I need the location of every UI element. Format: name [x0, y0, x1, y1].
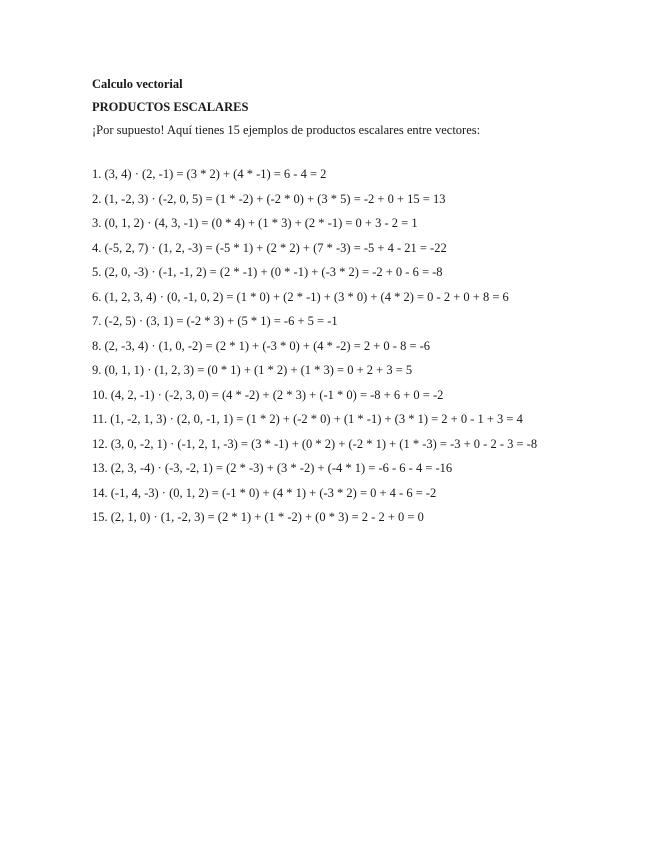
examples-list — [92, 166, 632, 525]
list-item: 6. (1, 2, 3, 4) · (0, -1, 0, 2) = (1 * 0) + (2 * -1) + (3 * 0) + (4 * 2) = 0 - 2 + 0 + 8 = 6 — [92, 289, 509, 304]
intro-paragraph: ¡Por supuesto! Aquí tienes 15 ejemplos de productos escalares entre vectores: — [92, 123, 481, 137]
list-item: 5. (2, 0, -3) · (-1, -1, 2) = (2 * -1) + (0 * -1) + (-3 * 2) = -2 + 0 - 6 = -8 — [92, 265, 443, 279]
list-item: 4. (-5, 2, 7) · (1, 2, -3) = (-5 * 1) + (2 * 2) + (7 * -3) = -5 + 4 - 21 = -22 — [92, 240, 447, 255]
list-item: 7. (-2, 5) · (3, 1) = (-2 * 3) + (5 * 1) = -6 + 5 = -1 — [92, 314, 338, 328]
section-heading: PRODUCTOS ESCALARES — [92, 100, 249, 114]
list-item: 3. (0, 1, 2) · (4, 3, -1) = (0 * 4) + (1 * 3) + (2 * -1) = 0 + 3 - 2 = 1 — [92, 216, 418, 230]
list-item: 11. (1, -2, 1, 3) · (2, 0, -1, 1) = (1 * 2) + (-2 * 0) + (1 * -1) + (3 * 1) = 2 + 0 - 1 + 3 = 4 — [92, 412, 523, 426]
list-item: 8. (2, -3, 4) · (1, 0, -2) = (2 * 1) + (-3 * 0) + (4 * -2) = 2 + 0 - 8 = -6 — [92, 338, 431, 353]
list-item: 9. (0, 1, 1) · (1, 2, 3) = (0 * 1) + (1 * 2) + (1 * 3) = 0 + 2 + 3 = 5 — [92, 363, 413, 377]
list-item: 12. (3, 0, -2, 1) · (-1, 2, 1, -3) = (3 * -1) + (0 * 2) + (-2 * 1) + (1 * -3) = -3 + 0 - 2 - 3 = -8 — [92, 436, 538, 451]
list-item: 14. (-1, 4, -3) · (0, 1, 2) = (-1 * 0) + (4 * 1) + (-3 * 2) = 0 + 4 - 6 = -2 — [92, 485, 437, 500]
list-item: 2. (1, -2, 3) · (-2, 0, 5) = (1 * -2) + (-2 * 0) + (3 * 5) = -2 + 0 + 15 = 13 — [92, 191, 446, 206]
list-item: 15. (2, 1, 0) · (1, -2, 3) = (2 * 1) + (1 * -2) + (0 * 3) = 2 - 2 + 0 = 0 — [92, 510, 424, 524]
list-item: 10. (4, 2, -1) · (-2, 3, 0) = (4 * -2) + (2 * 3) + (-1 * 0) = -8 + 6 + 0 = -2 — [92, 387, 444, 402]
list-item: 1. (3, 4) · (2, -1) = (3 * 2) + (4 * -1) = 6 - 4 = 2 — [92, 167, 327, 181]
document-page — [92, 76, 632, 534]
list-item: 13. (2, 3, -4) · (-3, -2, 1) = (2 * -3) + (3 * -2) + (-4 * 1) = -6 - 6 - 4 = -16 — [92, 461, 453, 475]
document-title: Calculo vectorial — [92, 77, 183, 91]
